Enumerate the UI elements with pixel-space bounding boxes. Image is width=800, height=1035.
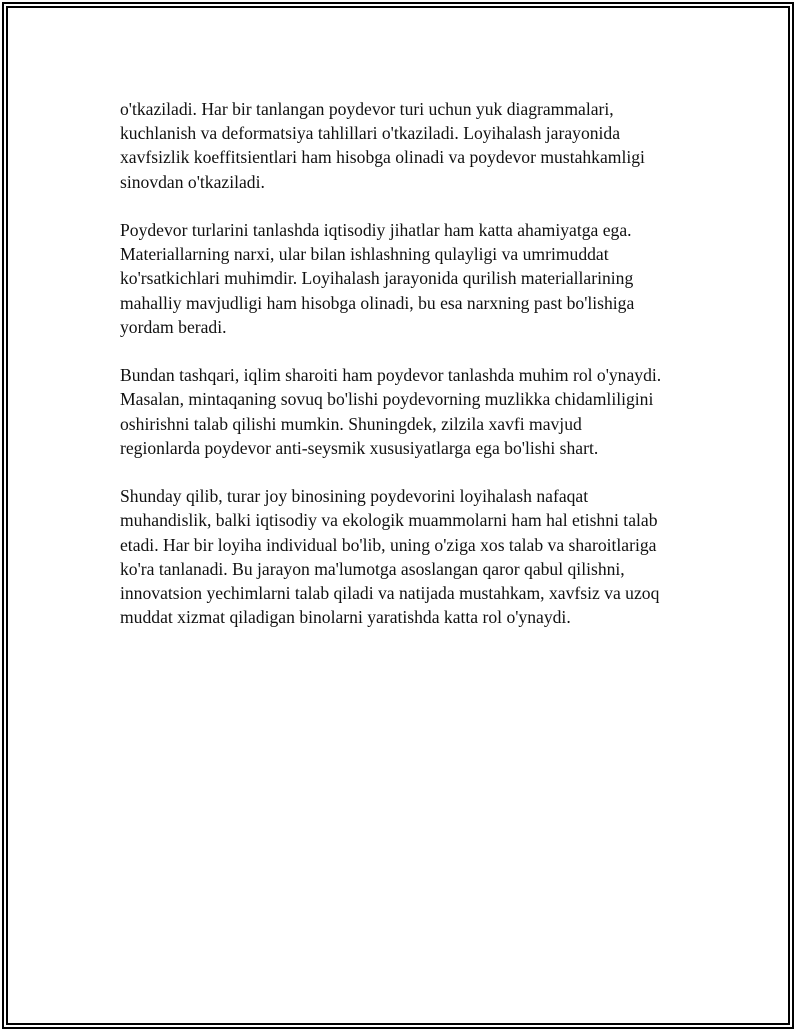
paragraph-4: Shunday qilib, turar joy binosining poydevorini loyihalash nafaqat muhandislik, balki iqtisodiy va ekologik muammolarni ham hal etishni talab etadi. Har bir loyiha individual bo'lib, uning o'ziga xos talab va sharoitlariga ko'ra tanlanadi. Bu jarayon ma'lumotga asoslangan qaror qabul qilishni, innovatsion yechimlarni talab qiladi va natijada mustahkam, xavfsiz va uzoq muddat xizmat qiladigan binolarni yaratishda katta rol o'ynaydi. — [120, 486, 660, 628]
paragraph-2: Poydevor turlarini tanlashda iqtisodiy jihatlar ham katta ahamiyatga ega. Materiallarning narxi, ular bilan ishlashning qulayligi va umrimuddat ko'rsatkichlari muhimdir. Loyihalash jarayonida qurilish materiallarining mahalliy mavjudligi ham hisobga olinadi, bu esa narxning past bo'lishiga yordam beradi. — [120, 220, 635, 337]
document-body — [120, 97, 705, 654]
paragraph-1: o'tkaziladi. Har bir tanlangan poydevor turi uchun yuk diagrammalari, kuchlanish va deformatsiya tahlillari o'tkaziladi. Loyihalash jarayonida xavfsizlik koeffitsientlari ham hisobga olinadi va poydevor mustahkamligi sinovdan o'tkaziladi. — [120, 99, 645, 192]
document-page — [2, 2, 794, 1029]
paragraph-3: Bundan tashqari, iqlim sharoiti ham poydevor tanlashda muhim rol o'ynaydi. Masalan, mintaqaning sovuq bo'lishi poydevorning muzlikka chidamliligini oshirishni talab qilishi mumkin. Shuningdek, zilzila xavfi mavjud regionlarda poydevor anti-seysmik xususiyatlarga ega bo'lishi shart. — [120, 365, 662, 458]
page-border — [6, 6, 790, 1025]
